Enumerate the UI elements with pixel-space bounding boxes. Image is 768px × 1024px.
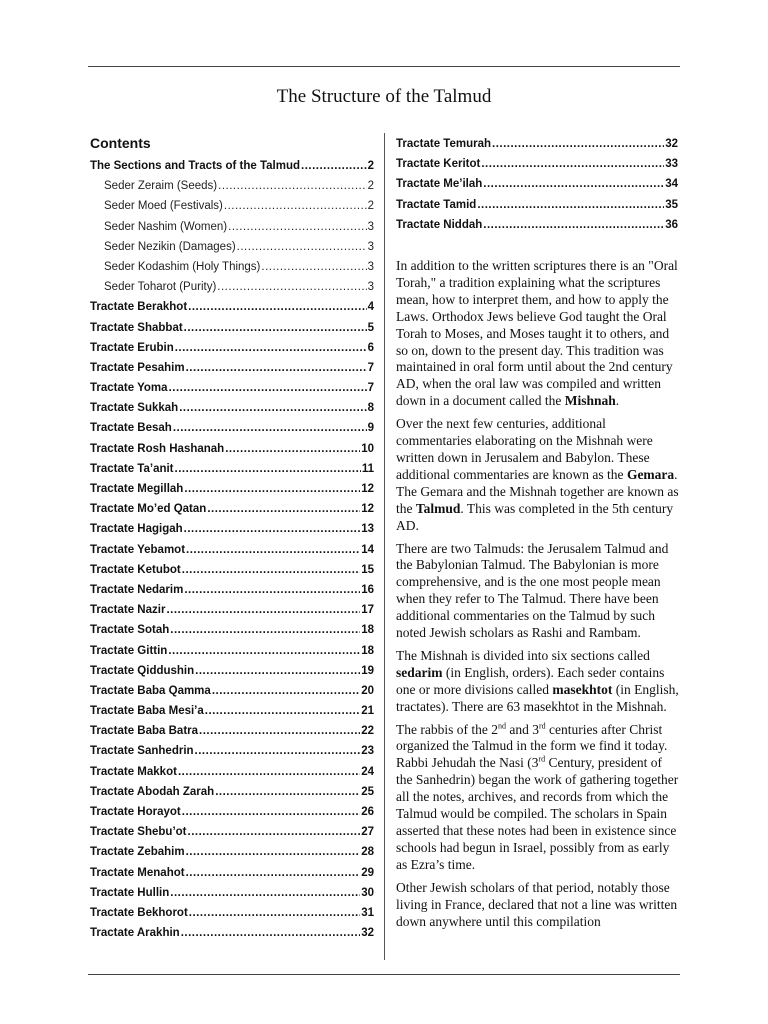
toc-entry[interactable] (90, 903, 374, 923)
toc-entry-page: 34 (665, 178, 678, 191)
toc-entry-page: 25 (361, 785, 374, 798)
superscript: rd (538, 721, 546, 731)
toc-entry[interactable] (90, 782, 374, 802)
toc-entry-label: Tractate Bekhorot (90, 906, 188, 919)
toc-leader-dots (184, 479, 360, 499)
toc-entry-page: 26 (361, 806, 374, 818)
toc-heading: Contents (90, 135, 151, 151)
toc-entry-page: 18 (361, 644, 374, 657)
toc-entry[interactable] (396, 134, 678, 154)
toc-entry-label: Tractate Baba Qamma (90, 684, 211, 697)
toc-entry-label: Tractate Yebamot (90, 543, 186, 556)
toc-leader-dots (182, 560, 360, 580)
toc-leader-dots (301, 156, 367, 176)
toc-entry[interactable] (90, 439, 374, 459)
toc-entry[interactable] (396, 154, 678, 174)
toc-leader-dots (224, 196, 367, 216)
toc-entry-page: 3 (367, 281, 374, 294)
toc-entry[interactable] (90, 378, 374, 398)
toc-leader-dots (481, 154, 664, 174)
toc-entry-label: Tractate Hagigah (90, 523, 183, 536)
toc-list-right (396, 134, 678, 235)
toc-entry[interactable] (90, 499, 374, 519)
paragraph (396, 880, 680, 931)
toc-entry-page: 33 (665, 158, 678, 171)
toc-leader-dots (189, 903, 360, 923)
toc-entry-label: Seder Nezikin (Damages) (104, 240, 236, 253)
toc-entry-page: 6 (367, 341, 374, 354)
toc-list-left (90, 156, 374, 943)
toc-entry-label: Tractate Tamid (396, 198, 477, 211)
paragraph (396, 416, 680, 534)
column-divider (384, 133, 385, 960)
toc-entry-page: 35 (665, 198, 678, 211)
toc-entry-label: Seder Zeraim (Seeds) (104, 180, 218, 193)
toc-entry-label: Tractate Niddah (396, 218, 483, 231)
toc-entry[interactable] (90, 217, 374, 237)
toc-leader-dots (477, 195, 664, 215)
toc-entry-page: 30 (361, 886, 374, 899)
text-run: Over the next few centuries, additional commentaries elaborating on the Mishnah were written down in Jerusalem and Babylon. These additional commentaries are known as the (396, 416, 653, 482)
text-run: In addition to the written scriptures there is an "Oral Torah," a tradition explaining what the scriptures mean, how to interpret them, and how to apply the Laws. Orthodox Jews believe God taught the Oral Torah to Moses, and Moses taught it to others, and so on, down to the present day. This tradition was maintained in oral form until about the 2nd century AD, when the oral law was compiled and written down in a document called the (396, 258, 678, 409)
bold-term: masekhtot (552, 681, 613, 697)
text-run: The rabbis of the 2 (396, 721, 498, 737)
toc-entry-page: 12 (361, 483, 374, 495)
toc-leader-dots (186, 863, 361, 883)
toc-leader-dots (492, 134, 664, 154)
toc-entry-label: Tractate Sanhedrin (90, 745, 194, 758)
toc-entry-page: 12 (361, 503, 374, 516)
toc-entry-label: Tractate Arakhin (90, 927, 180, 940)
toc-entry-page: 17 (361, 604, 374, 617)
toc-entry-page: 2 (367, 180, 374, 193)
toc-entry[interactable] (90, 398, 374, 418)
toc-leader-dots (186, 358, 367, 378)
toc-entry-page: 29 (361, 866, 374, 879)
toc-entry-page: 23 (361, 745, 374, 758)
bottom-rule (88, 974, 680, 975)
toc-entry[interactable] (90, 297, 374, 317)
toc-entry[interactable] (90, 156, 374, 176)
toc-entry-page: 5 (367, 321, 374, 334)
toc-leader-dots (195, 741, 361, 761)
toc-entry[interactable] (90, 842, 374, 862)
toc-leader-dots (199, 721, 360, 741)
toc-entry[interactable] (90, 418, 374, 438)
toc-leader-dots (184, 580, 360, 600)
document-title: The Structure of the Talmud (276, 86, 492, 107)
toc-leader-dots (182, 802, 360, 822)
toc-leader-dots (215, 782, 360, 802)
toc-entry-label: Seder Kodashim (Holy Things) (104, 260, 261, 273)
toc-leader-dots (184, 318, 367, 338)
toc-entry-label: Tractate Menahot (90, 866, 185, 879)
toc-entry-page: 16 (361, 583, 374, 596)
toc-entry-label: The Sections and Tracts of the Talmud (90, 160, 301, 172)
paragraph (396, 541, 680, 642)
toc-entry-label: Tractate Me’ilah (396, 178, 483, 191)
toc-leader-dots (228, 217, 366, 237)
toc-entry-page: 3 (367, 240, 374, 253)
bold-term: Mishnah (564, 393, 616, 409)
toc-entry-label: Tractate Shabbat (90, 321, 183, 334)
toc-leader-dots (195, 661, 360, 681)
toc-entry-label: Tractate Sukkah (90, 402, 179, 415)
toc-entry-label: Tractate Megillah (90, 483, 184, 495)
toc-entry-page: 3 (367, 220, 374, 233)
toc-leader-dots (173, 418, 367, 438)
toc-entry[interactable] (90, 600, 374, 620)
toc-entry[interactable] (90, 560, 374, 580)
toc-leader-dots (184, 519, 361, 539)
toc-leader-dots (483, 215, 664, 235)
toc-entry[interactable] (90, 338, 374, 358)
text-run: (in English, tractates). There are 63 masekhtot in the Mishnah. (396, 681, 679, 714)
toc-entry[interactable] (396, 174, 678, 194)
toc-entry-label: Tractate Yoma (90, 382, 168, 395)
toc-entry-page: 7 (367, 361, 374, 374)
toc-entry-label: Tractate Ta’anit (90, 462, 174, 475)
toc-entry-page: 8 (367, 402, 374, 415)
toc-entry[interactable] (90, 318, 374, 338)
toc-entry[interactable] (396, 215, 678, 235)
toc-leader-dots (169, 378, 367, 398)
toc-entry[interactable] (90, 479, 374, 499)
superscript: rd (538, 754, 546, 764)
toc-entry-page: 13 (361, 523, 374, 536)
toc-entry-label: Tractate Temurah (396, 138, 492, 150)
toc-entry-page: 4 (367, 301, 374, 314)
toc-leader-dots (179, 398, 366, 418)
toc-entry[interactable] (90, 661, 374, 681)
paragraph (396, 722, 680, 874)
toc-entry[interactable] (90, 459, 374, 479)
toc-entry-label: Tractate Gittin (90, 644, 168, 657)
top-rule (88, 66, 680, 67)
toc-entry[interactable] (90, 701, 374, 721)
toc-entry-label: Tractate Mo’ed Qatan (90, 503, 207, 516)
toc-entry-label: Tractate Keritot (396, 158, 481, 171)
toc-leader-dots (237, 237, 367, 257)
toc-entry-page: 3 (367, 260, 374, 273)
superscript: nd (497, 721, 506, 731)
toc-entry-label: Tractate Baba Batra (90, 725, 199, 738)
toc-entry-label: Tractate Pesahim (90, 361, 185, 374)
toc-entry-page: 19 (361, 664, 374, 677)
toc-entry[interactable] (90, 641, 374, 661)
toc-entry-label: Tractate Abodah Zarah (90, 785, 215, 798)
toc-entry-page: 27 (361, 826, 374, 839)
toc-entry-label: Tractate Hullin (90, 886, 170, 899)
toc-entry-page: 22 (361, 725, 374, 738)
toc-leader-dots (170, 620, 360, 640)
toc-entry[interactable] (90, 176, 374, 196)
toc-leader-dots (188, 822, 361, 842)
toc-entry[interactable] (90, 741, 374, 761)
toc-entry-page: 28 (361, 846, 374, 859)
toc-entry[interactable] (90, 822, 374, 842)
toc-leader-dots (186, 540, 360, 560)
toc-entry-label: Tractate Shebu’ot (90, 826, 187, 839)
toc-leader-dots (483, 174, 664, 194)
toc-entry-page: 24 (361, 765, 374, 778)
toc-entry-label: Seder Moed (Festivals) (104, 200, 223, 213)
toc-leader-dots (188, 297, 366, 317)
toc-entry-label: Tractate Berakhot (90, 301, 188, 314)
toc-entry[interactable] (90, 762, 374, 782)
toc-entry-page: 11 (361, 462, 374, 475)
toc-entry-page: 14 (361, 543, 374, 556)
toc-entry-page: 21 (361, 705, 374, 718)
toc-entry-page: 36 (665, 218, 678, 231)
toc-entry[interactable] (90, 540, 374, 560)
text-run: There are two Talmuds: the Jerusalem Talmud and the Babylonian Talmud. The Babylonian is more comprehensive, and is the one most people mean when they refer to The Talmud. There have been additional commentaries on the Talmud by such noted Jewish scholars as Rashi and Rambam. (396, 540, 669, 641)
toc-entry[interactable] (90, 721, 374, 741)
toc-leader-dots (178, 762, 360, 782)
toc-entry-page: 18 (361, 624, 374, 637)
toc-entry[interactable] (396, 195, 678, 215)
toc-entry-label: Tractate Zebahim (90, 846, 185, 859)
toc-entry-page: 32 (665, 138, 678, 150)
toc-entry-label: Tractate Sotah (90, 624, 170, 637)
toc-leader-dots (168, 641, 360, 661)
text-run: centuries after Christ organized the Talmud in the form we find it today. Rabbi Jehudah the Nasi (3 (396, 721, 668, 771)
toc-entry-page: 31 (361, 906, 374, 919)
toc-leader-dots (175, 459, 361, 479)
toc-entry-label: Tractate Nazir (90, 604, 166, 617)
toc-entry-label: Tractate Qiddushin (90, 664, 195, 677)
bold-term: sedarim (396, 664, 443, 680)
toc-entry-label: Seder Toharot (Purity) (104, 281, 217, 294)
toc-entry-page: 2 (367, 160, 374, 172)
toc-left-column (90, 134, 374, 943)
toc-leader-dots (218, 176, 366, 196)
toc-leader-dots (175, 338, 367, 358)
toc-entry-label: Tractate Baba Mesi’a (90, 705, 204, 718)
bold-term: Gemara (626, 466, 675, 482)
toc-entry-page: 7 (367, 382, 374, 395)
toc-right-column (396, 134, 678, 235)
toc-entry-label: Tractate Besah (90, 422, 172, 435)
toc-entry[interactable] (90, 802, 374, 822)
toc-leader-dots (186, 842, 361, 862)
toc-entry[interactable] (90, 358, 374, 378)
toc-entry[interactable] (90, 681, 374, 701)
toc-entry[interactable] (90, 883, 374, 903)
toc-leader-dots (217, 277, 366, 297)
toc-entry[interactable] (90, 580, 374, 600)
text-run: The Mishnah is divided into six sections called (396, 647, 650, 663)
toc-entry-label: Tractate Horayot (90, 806, 181, 818)
toc-entry-page: 32 (361, 927, 374, 940)
toc-leader-dots (170, 883, 360, 903)
paragraph (396, 648, 680, 716)
toc-entry-page: 9 (367, 422, 374, 435)
toc-leader-dots (225, 439, 360, 459)
toc-entry-page: 20 (361, 684, 374, 697)
bold-term: Talmud (415, 500, 461, 516)
toc-entry-page: 2 (367, 200, 374, 213)
toc-entry-label: Seder Nashim (Women) (104, 220, 228, 233)
text-run: (in English, orders). Each seder contains one or more divisions called (396, 664, 665, 697)
toc-leader-dots (207, 499, 360, 519)
toc-entry[interactable] (90, 257, 374, 277)
toc-entry-label: Tractate Nedarim (90, 583, 184, 596)
toc-leader-dots (205, 701, 360, 721)
toc-entry-page: 15 (361, 563, 374, 576)
paragraph (396, 258, 680, 410)
text-run: Other Jewish scholars of that period, notably those living in France, declared that not a line was written down anywhere until this compilation (396, 879, 678, 929)
toc-entry-label: Tractate Makkot (90, 765, 177, 778)
text-run: . This was completed in the 5th century AD. (396, 500, 674, 533)
toc-entry-label: Tractate Rosh Hashanah (90, 442, 225, 455)
toc-entry[interactable] (90, 519, 374, 539)
toc-leader-dots (261, 257, 366, 277)
body-text (396, 258, 680, 936)
text-run: and 3 (505, 721, 539, 737)
toc-leader-dots (166, 600, 360, 620)
toc-entry[interactable] (90, 196, 374, 216)
toc-entry[interactable] (90, 277, 374, 297)
toc-entry-label: Tractate Erubin (90, 341, 174, 354)
text-run: . The Gemara and the Mishnah together are known as the (396, 466, 679, 516)
toc-entry-label: Tractate Ketubot (90, 563, 181, 576)
toc-entry-page: 10 (361, 442, 374, 455)
text-run: . (615, 393, 620, 409)
toc-entry[interactable] (90, 237, 374, 257)
toc-entry[interactable] (90, 923, 374, 943)
toc-entry[interactable] (90, 863, 374, 883)
toc-entry[interactable] (90, 620, 374, 640)
toc-leader-dots (212, 681, 360, 701)
toc-leader-dots (181, 923, 361, 943)
text-run: Century, president of the Sanhedrin) began the work of gathering together all the notes, archives, and records from which the Talmud would be compiled. The scholars in Spain asserted that these notes had been in existence since schools had begun in Israel, possibly from as early as Ezra’s time. (396, 755, 679, 872)
